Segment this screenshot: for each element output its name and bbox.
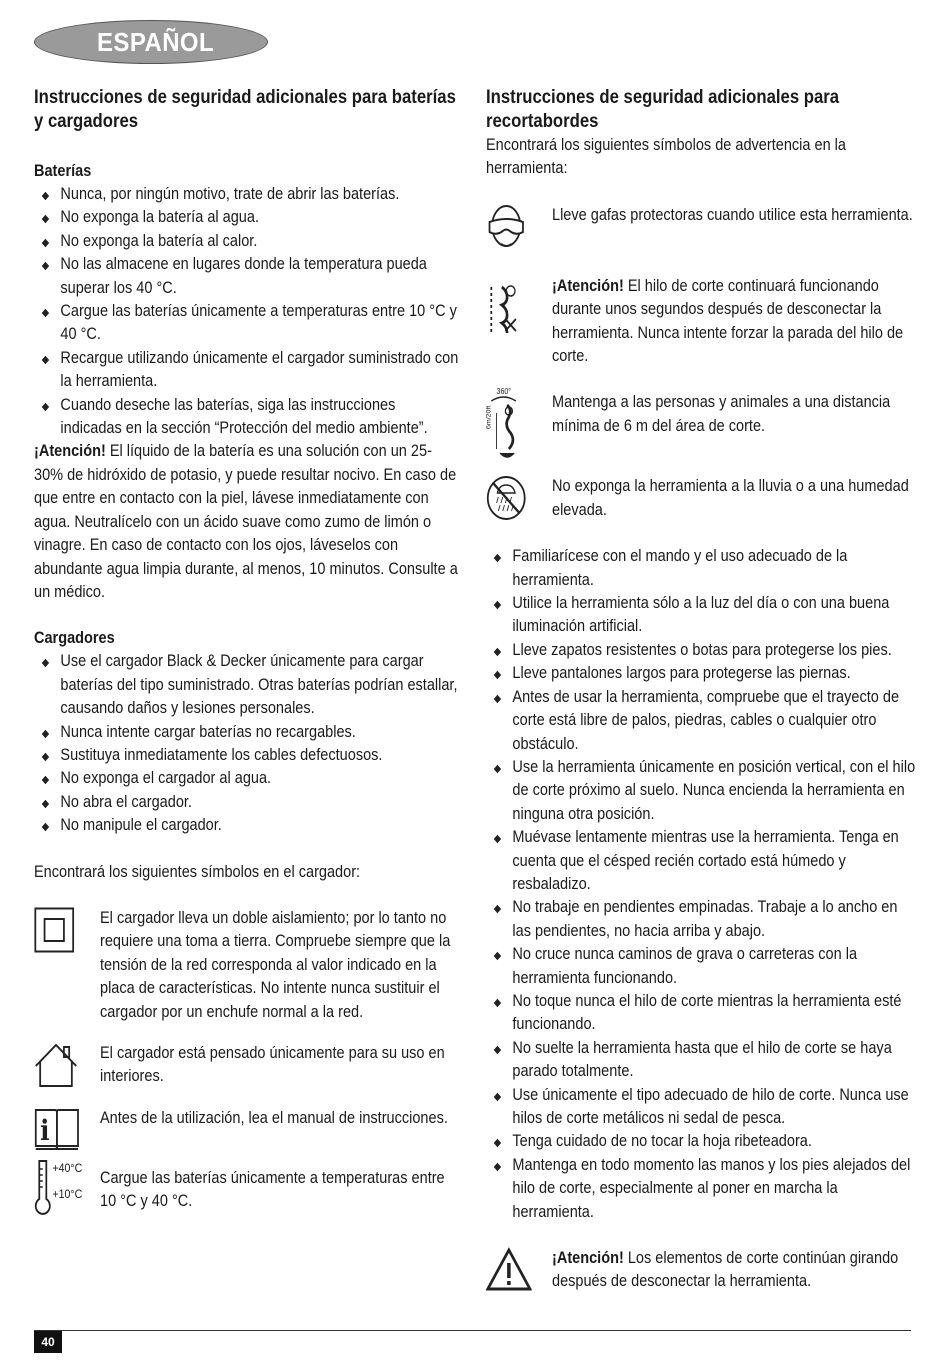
list-item: No manipule el cargador. [34,814,459,837]
list-item: Nunca intente cargar baterías no recargables. [34,721,459,744]
page-number: 40 [34,1331,62,1353]
list-item: Sustituya inmediatamente los cables defectuosos. [34,744,459,767]
language-badge [34,20,268,64]
symbol-double-insulation [34,907,459,1024]
warning-text: Los elementos de corte continúan girando después de desconectar la herramienta. [552,1249,899,1291]
list-item: Cuando deseche las baterías, siga las instrucciones indicadas en la sección “Protección del medio ambiente”. [34,394,459,441]
battery-charger-heading: Instrucciones de seguridad adicionales para baterías y cargadores [34,87,456,132]
warning-label: ¡Atención! [34,442,106,461]
symbol-text [552,275,916,369]
list-item: Lleve zapatos resistentes o botas para protegerse los pies. [486,639,916,662]
svg-text:i: i [40,1114,50,1148]
no-rain-icon [486,475,552,521]
warning-text: El líquido de la batería es una solución con un 25-30% de hidróxido de potasio, y puede resultar nocivo. En caso de que entre en contacto con la piel, lávese inmediatamente con agua. Neutralícelo con un ácido suave como zumo de limón o vinagre. En caso de contacto con los ojos, láveselos con abundante agua limpia durante, al menos, 10 minutos. Consulte a un médico. [34,442,458,601]
list-item: Mantenga en todo momento las manos y los pies alejados del hilo de corte, especialmente al poner en marcha la herramienta. [486,1154,916,1224]
warning-label: ¡Atención! [552,1249,624,1268]
symbol-no-rain [486,475,916,522]
list-item: No trabaje en pendientes empinadas. Trabaje a lo ancho en las pendientes, no hacia arriba y abajo. [486,896,916,943]
chargers-list [34,650,459,837]
distance-value-label: 6m/20ft [486,406,493,430]
double-insulation-icon [34,907,100,953]
battery-warning [34,440,459,604]
trimmer-safety-list [486,545,916,1224]
language-label: ESPAÑOL [97,27,215,57]
chargers-title: Cargadores [34,629,115,648]
list-item: Muévase lentamente mientras use la herramienta. Tenga en cuenta que el césped recién cortado está húmedo y resbaladizo. [486,826,916,896]
list-item: Cargue las baterías únicamente a temperaturas entre 10 °C y 40 °C. [34,300,459,347]
charger-symbols-intro: Encontrará los siguientes símbolos en el cargador: [34,862,361,881]
right-column [486,86,916,1294]
final-warning [486,1247,916,1294]
symbol-manual [34,1107,459,1151]
list-item: No abra el cargador. [34,791,459,814]
list-item: Use el cargador Black & Decker únicamente para cargar baterías del tipo suministrado. Otras baterías podrían estallar, causando daños y lesiones personales. [34,650,459,720]
symbol-goggles [486,204,916,252]
goggles-icon [486,204,552,252]
symbol-text: Cargue las baterías únicamente a temperaturas entre 10 °C y 40 °C. [100,1168,445,1211]
list-item: Antes de usar la herramienta, compruebe que el trayecto de corte está libre de palos, piedras, cables o cualquier otro obstáculo. [486,686,916,756]
symbol-distance [486,387,916,463]
list-item: No suelte la herramienta hasta que el hilo de corte se haya parado totalmente. [486,1037,916,1084]
symbol-text: El cargador lleva un doble aislamiento; por lo tanto no requiere una toma a tierra. Compruebe siempre que la tensión de la red corresponda al valor indicado en la placa de características. No intente nunca sustituir el cargador por un enchufe normal a la red. [100,908,451,1021]
batteries-title: Baterías [34,162,92,180]
trimmer-symbols-intro: Encontrará los siguientes símbolos de advertencia en la herramienta: [486,136,846,178]
symbol-indoor [34,1042,459,1089]
list-item: No exponga la batería al agua. [34,206,459,229]
distance-angle-label: 360° [496,387,512,397]
symbol-text: Lleve gafas protectoras cuando utilice esta herramienta. [552,205,913,224]
list-item: Use la herramienta únicamente en posición vertical, con el hilo de corte próximo al suelo. Nunca encienda la herramienta en ninguna otra posición. [486,756,916,826]
trimmer-heading: Instrucciones de seguridad adicionales para recortabordes [486,87,840,132]
list-item: No cruce nunca caminos de grava o carreteras con la herramienta funcionando. [486,943,916,990]
distance-icon [486,387,552,463]
thermo-low-label: +10°C [52,1186,83,1201]
list-item: Recargue utilizando únicamente el cargador suministrado con la herramienta. [34,347,459,394]
symbol-text: El cargador está pensado únicamente para su uso en interiores. [100,1044,445,1086]
symbol-cutting-line [486,275,916,369]
list-item: Lleve pantalones largos para protegerse las piernas. [486,662,916,685]
symbol-text: Antes de la utilización, lea el manual de instrucciones. [100,1108,448,1127]
symbol-text: Mantenga a las personas y animales a una distancia mínima de 6 m del área de corte. [552,393,891,435]
batteries-list [34,183,459,440]
thermo-high-label: +40°C [52,1160,83,1175]
list-item: Nunca, por ningún motivo, trate de abrir las baterías. [34,183,459,206]
house-icon [34,1042,100,1088]
list-item: No toque nunca el hilo de corte mientras la herramienta esté funcionando. [486,990,916,1037]
list-item: Utilice la herramienta sólo a la luz del día o con una buena iluminación artificial. [486,592,916,639]
list-item: No exponga la batería al calor. [34,230,459,253]
list-item: No exponga el cargador al agua. [34,767,459,790]
footer-divider [34,1330,911,1331]
manual-icon [34,1107,100,1151]
left-column [34,86,459,1217]
symbol-text [552,1247,916,1294]
symbol-text: No exponga la herramienta a la lluvia o a una humedad elevada. [552,477,909,519]
warning-text: El hilo de corte continuará funcionando durante unos segundos después de desconectar la herramienta. Nunca intente forzar la parada del hilo de corte. [552,276,904,366]
cutting-line-icon [486,275,552,339]
thermometer-icon [34,1159,100,1217]
list-item: Use únicamente el tipo adecuado de hilo de corte. Nunca use hilos de corte metálicos ni sedal de pesca. [486,1084,916,1131]
list-item: Tenga cuidado de no tocar la hoja ribeteadora. [486,1130,916,1153]
warning-triangle-icon [486,1247,552,1291]
symbol-temperature [34,1159,459,1217]
list-item: Familiarícese con el mando y el uso adecuado de la herramienta. [486,545,916,592]
warning-label: ¡Atención! [552,276,624,295]
list-item: No las almacene en lugares donde la temperatura pueda superar los 40 °C. [34,253,459,300]
